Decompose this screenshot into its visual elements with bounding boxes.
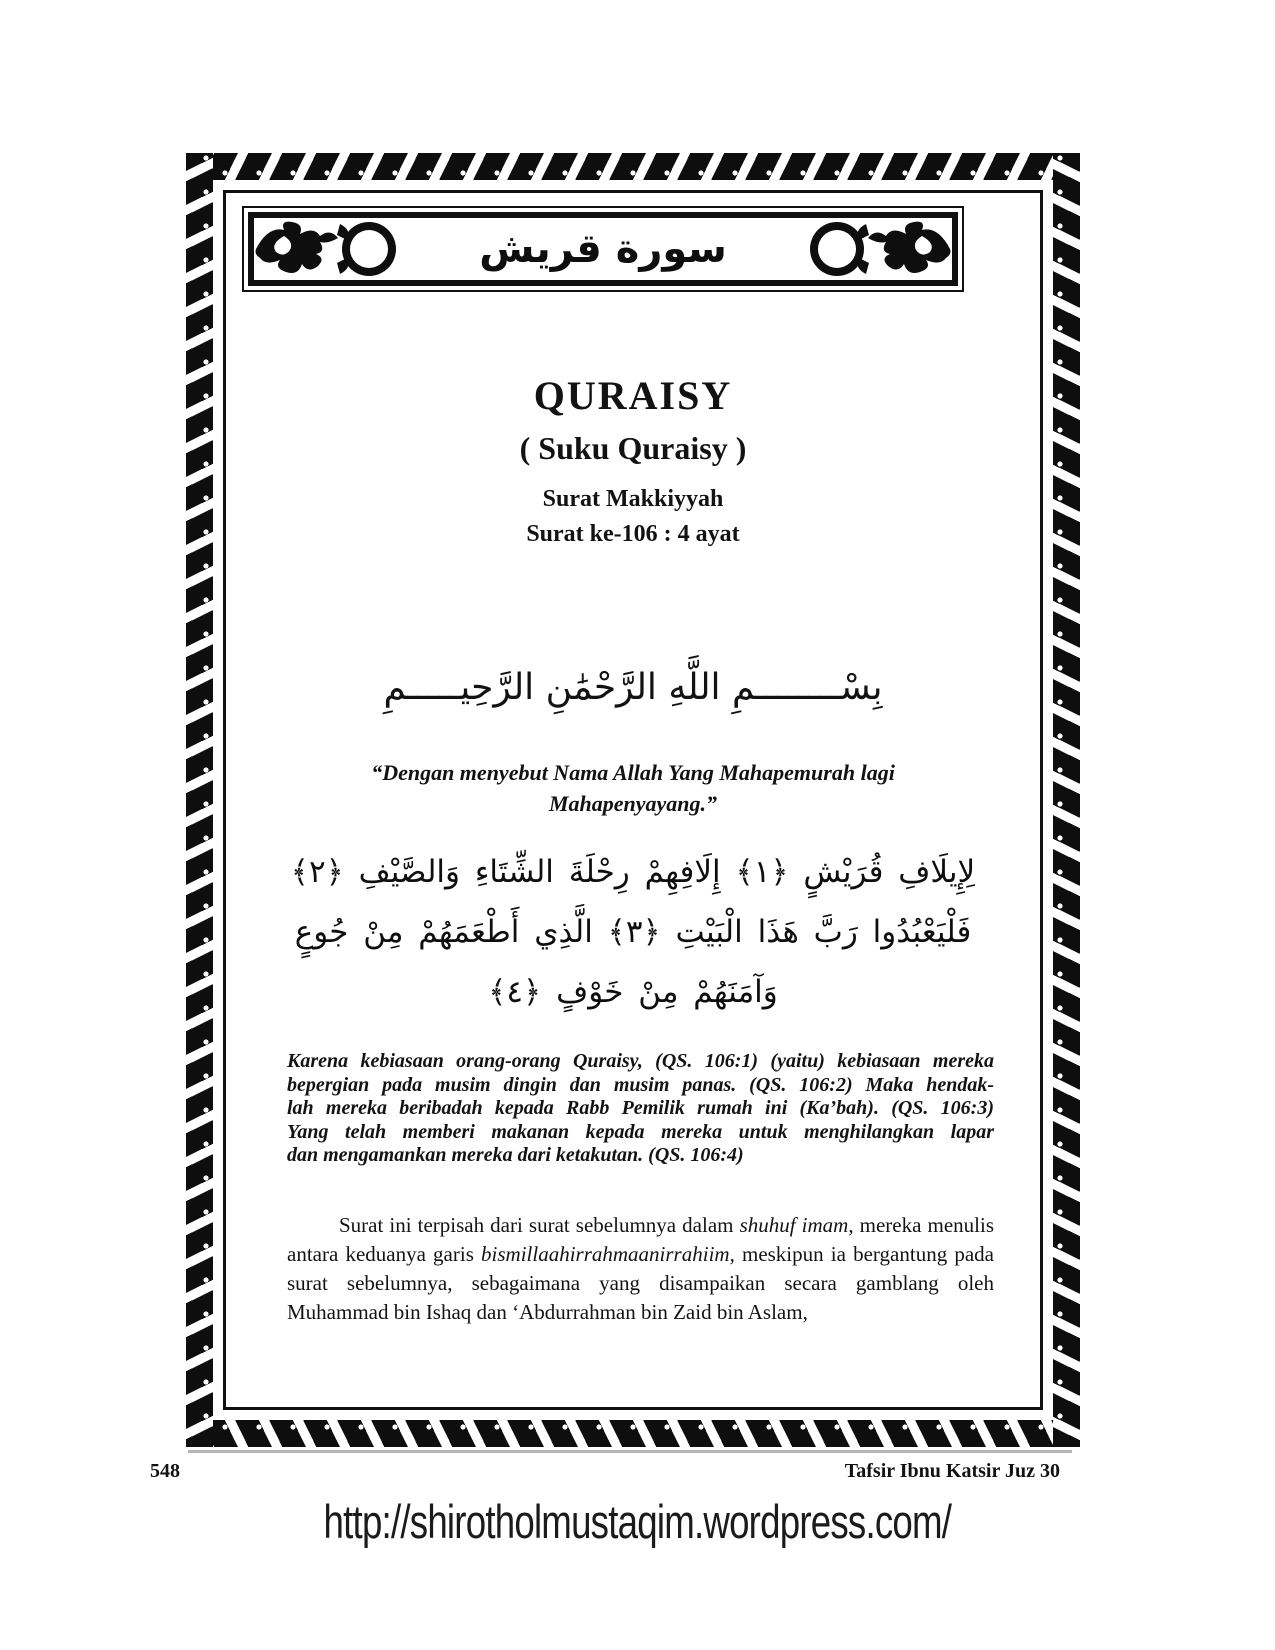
- frame-border-bottom: [186, 1420, 1080, 1447]
- quran-verse-line: وَآمَنَهُمْ مِنْ خَوْفٍ ﴿٤﴾: [488, 974, 778, 1010]
- body-text-segment-italic: shuhuf imam: [739, 1213, 849, 1237]
- frame-border-left: [186, 153, 213, 1447]
- frame-border-right: [1053, 153, 1080, 1447]
- book-title: Tafsir Ibnu Katsir Juz 30: [844, 1460, 1060, 1482]
- source-url: http://shirotholmustaqim.wordpress.com/: [323, 1495, 952, 1548]
- quran-verse-line: لِإِيلَافِ قُرَيْشٍ ﴿١﴾ إِلَافِهِمْ رِحْلَةَ الشِّتَاءِ وَالصَّيْفِ ﴿٢﴾: [290, 854, 976, 890]
- surah-header-band: [242, 206, 964, 292]
- source-url-wrapper: [0, 1494, 1275, 1549]
- frame-border-top: [186, 153, 1080, 180]
- quran-verse-line: فَلْيَعْبُدُوا رَبَّ هَذَا الْبَيْتِ ﴿٣﴾ الَّذِي أَطْعَمَهُمْ مِنْ جُوعٍ: [294, 914, 972, 950]
- surah-classification: Surat Makkiyyah: [542, 486, 724, 512]
- bismillah-translation: [225, 757, 1041, 819]
- verse-translation-line: lah mereka beribadah kepada Rabb Pemilik rumah ini (Ka’bah). (QS. 106:3): [287, 1097, 994, 1120]
- quran-verses: [230, 842, 1036, 1022]
- body-text-segment: , meskipun ia bergantung pada surat sebelumnya, sebagaimana yang disampaikan secara gamblang oleh Muhammad bin Ishaq dan ‘Abdurrahman bin Zaid bin Aslam,: [287, 1242, 994, 1324]
- verse-translation-line: bepergian pada musim dingin dan musim panas. (QS. 106:2) Maka hendak-: [287, 1073, 994, 1096]
- verse-translation-line: Karena kebiasaan orang-orang Quraisy, (QS. 106:1) (yaitu) kebiasaan mereka: [287, 1050, 994, 1072]
- page-number: 548: [150, 1460, 180, 1482]
- bismillah-translation-line: “Dengan menyebut Nama Allah Yang Mahapemurah lagi: [371, 760, 895, 785]
- arabesque-ornament-icon-mirrored: [802, 218, 952, 280]
- bismillah-translation-line: Mahapenyayang.”: [548, 791, 718, 816]
- arabesque-ornament-icon: [254, 218, 404, 280]
- body-text-segment-italic: bismillaahirrahmaanirrahiim: [481, 1242, 730, 1266]
- page-title: QURAISY: [533, 373, 733, 418]
- body-paragraph: [287, 1211, 994, 1327]
- surah-header-cartouche: [248, 212, 958, 286]
- verse-translation-line: Yang telah memberi makanan kepada mereka untuk menghilangkan lapar: [287, 1120, 994, 1143]
- surah-subtitle: ( Suku Quraisy ): [519, 430, 747, 466]
- verse-translation-line: dan mengamankan mereka dari ketakutan. (QS. 106:4): [287, 1144, 744, 1167]
- bismillah-calligraphy: بِسْــــــــمِ اللَّهِ الرَّحْمَٰنِ الرَّحِيـــــمِ: [383, 667, 883, 708]
- surah-number-line: Surat ke-106 : 4 ayat: [526, 521, 740, 547]
- frame-scan-shadow: [188, 1450, 1072, 1453]
- body-text-segment: Surat ini terpisah dari surat sebelumnya dalam: [339, 1213, 740, 1237]
- verse-translation: [287, 1050, 994, 1168]
- body-text-segment: , mereka menulis antara keduanya garis: [287, 1213, 994, 1266]
- surah-title-arabic: سورة قريش: [479, 226, 727, 272]
